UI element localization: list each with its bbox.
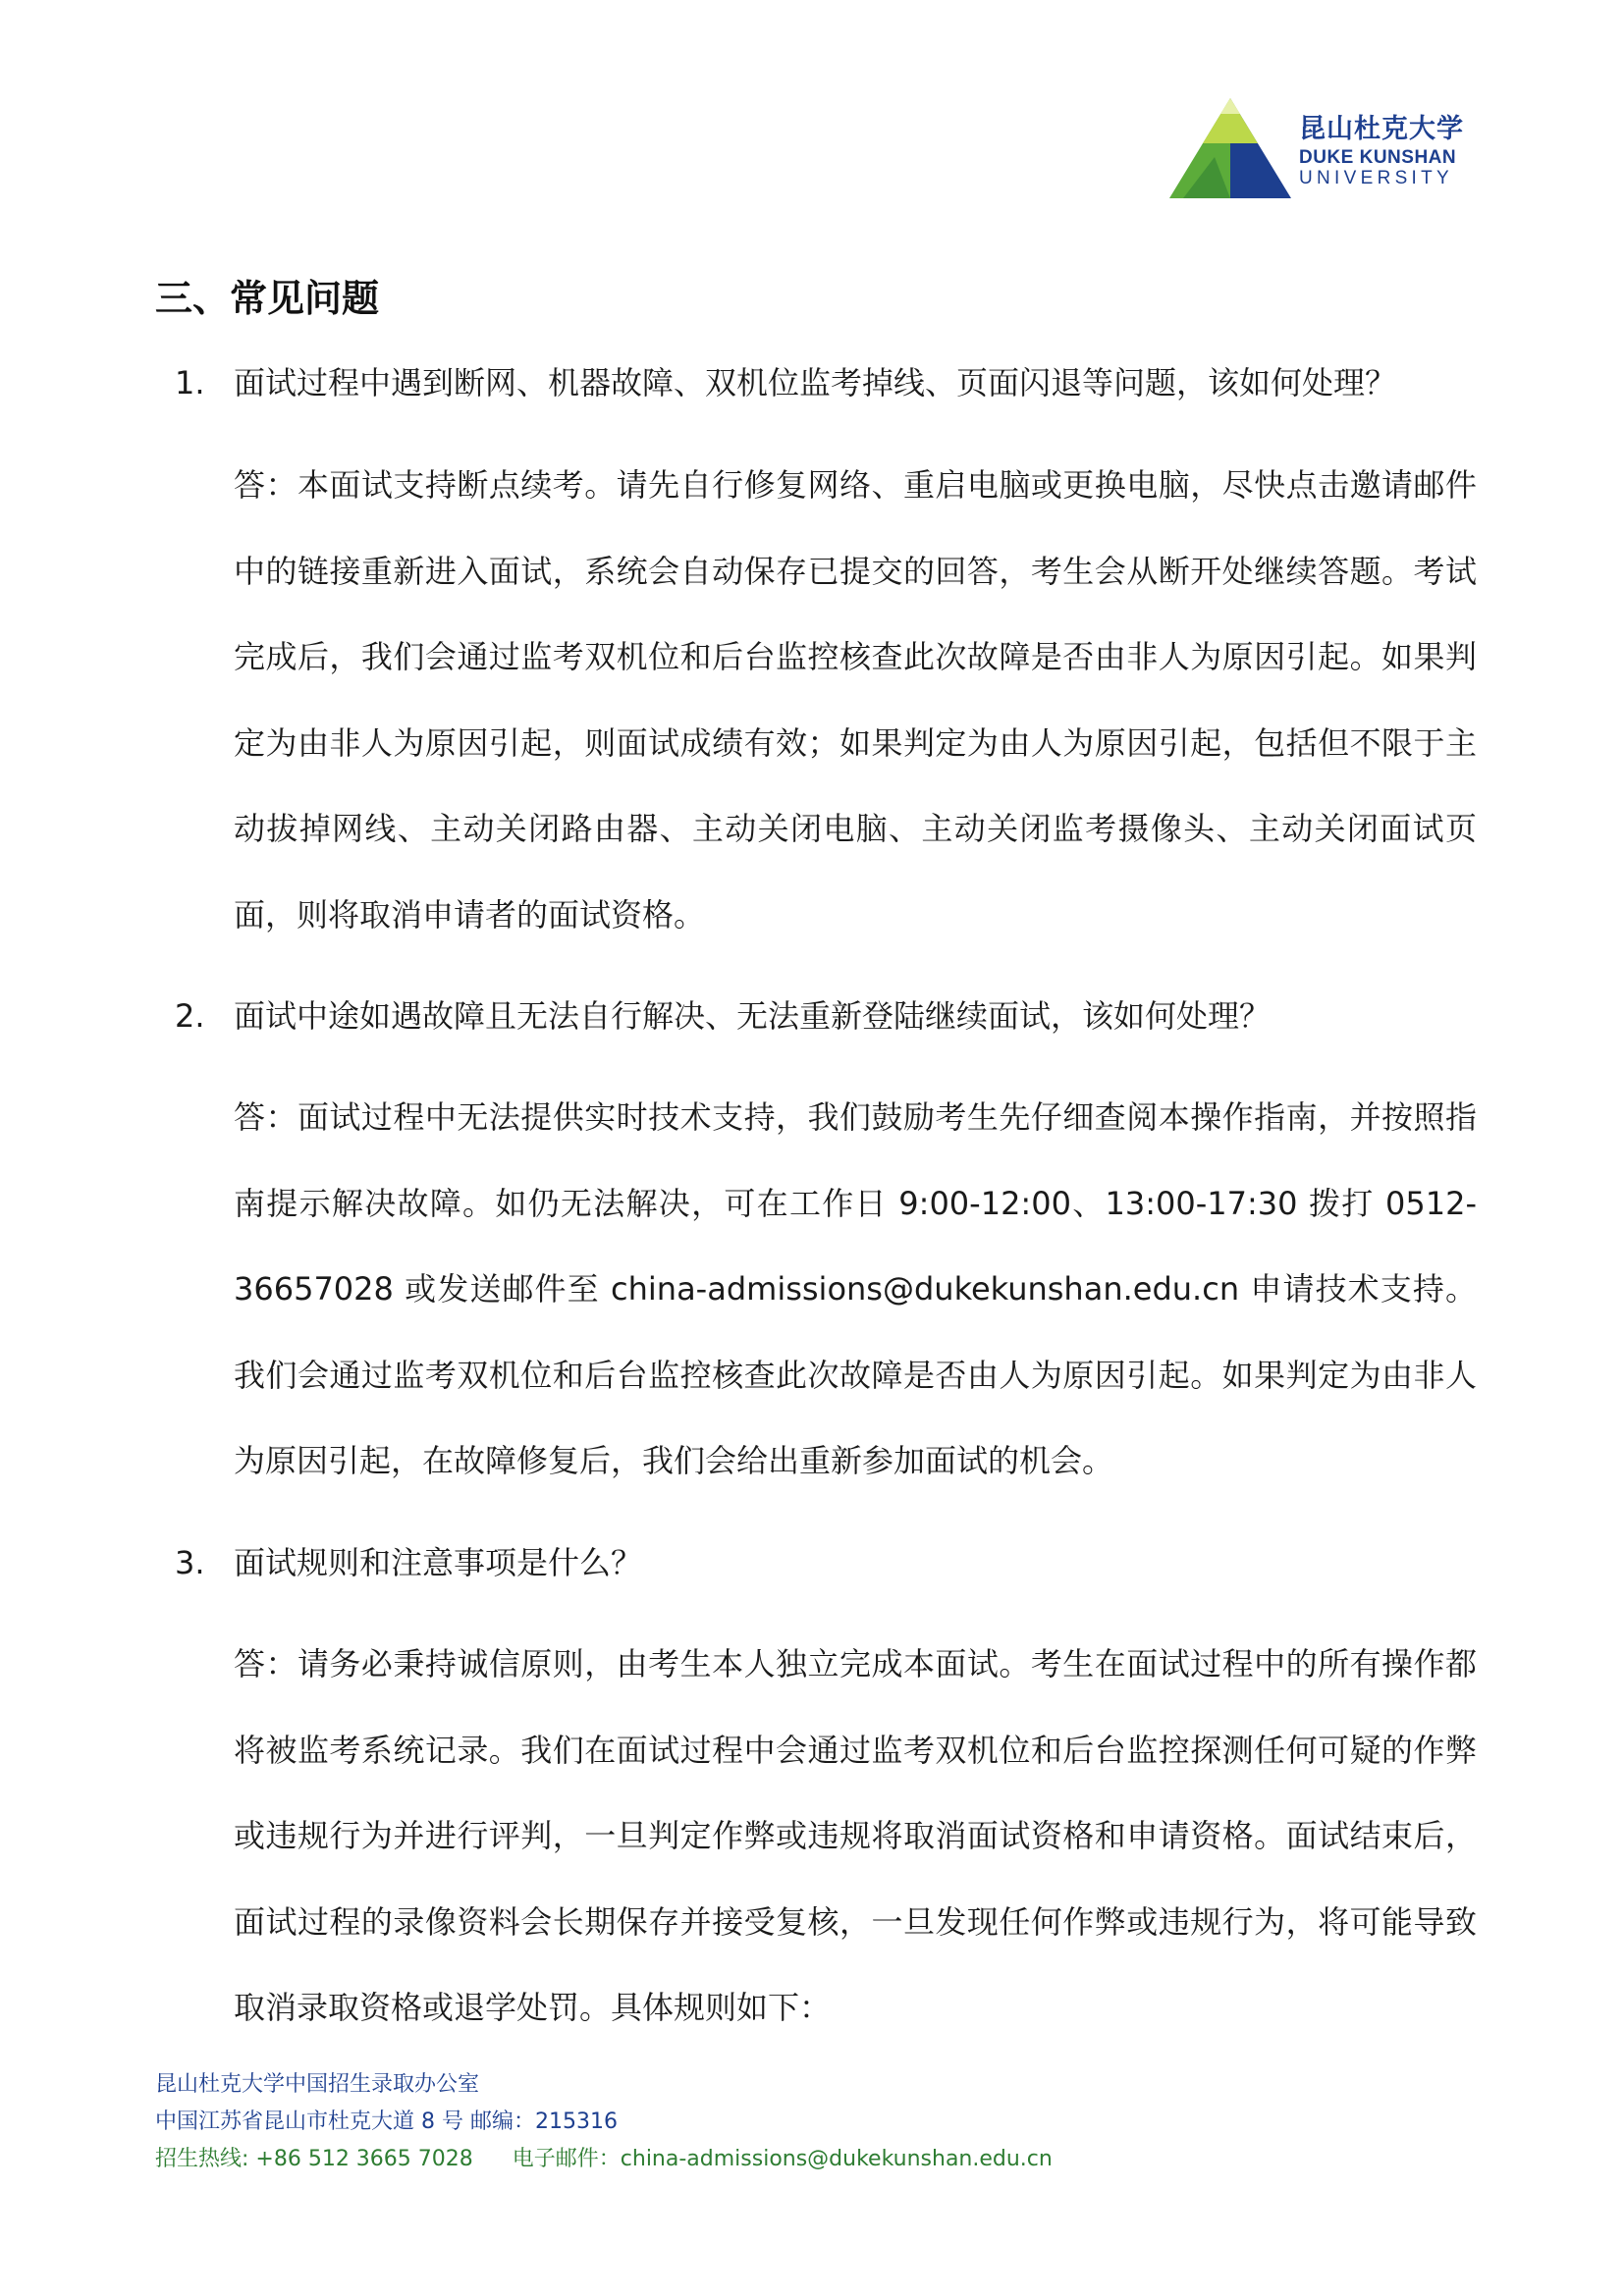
university-logo (1164, 96, 1488, 204)
faq-answer-1: 答：本面试支持断点续考。请先自行修复网络、重启电脑或更换电脑，尽快点击邀请邮件中的链接重新进入面试，系统会自动保存已提交的回答，考生会从断开处继续答题。考试完成后，我们会通过监考双机位和后台监控核查此次故障是否由非人为原因引起。如果判定为由非人为原因引起，则面试成绩有效；如果判定为由人为原因引起，包括但不限于主动拔掉网线、主动关闭路由器、主动关闭电脑、主动关闭监考摄像头、主动关闭面试页面，则将取消申请者的面试资格。 (234, 466, 1477, 934)
logo-chinese-name: 昆山杜克大学 (1299, 114, 1464, 144)
faq-question-1 (175, 353, 1396, 412)
page-footer (155, 2066, 1053, 2178)
logo-english-line-1: DUKE KUNSHAN (1299, 147, 1457, 168)
faq-number: 3. (175, 1544, 205, 1581)
section-title: 三、常见问题 (155, 277, 380, 320)
faq-answer-3: 答：请务必秉持诚信原则，由考生本人独立完成本面试。考生在面试过程中的所有操作都将被监考系统记录。我们在面试过程中会通过监考双机位和后台监控探测任何可疑的作弊或违规行为并进行评判，一旦判定作弊或违规将取消面试资格和申请资格。面试结束后，面试过程的录像资料会长期保存并接受复核，一旦发现任何作弊或违规行为，将可能导致取消录取资格或退学处罚。具体规则如下： (234, 1645, 1477, 2026)
faq-question-text: 面试中途如遇故障且无法自行解决、无法重新登陆继续面试，该如何处理？ (234, 997, 1272, 1035)
faq-question-text: 面试过程中遇到断网、机器故障、双机位监考掉线、页面闪退等问题，该如何处理？ (234, 364, 1397, 401)
footer-address: 中国江苏省昆山市杜克大道 8 号 邮编：215316 (155, 2109, 618, 2134)
faq-question-text: 面试规则和注意事项是什么？ (234, 1544, 643, 1581)
faq-number: 1. (175, 364, 205, 401)
footer-office: 昆山杜克大学中国招生录取办公室 (155, 2072, 480, 2097)
faq-question-2 (175, 987, 1271, 1045)
logo-english-line-2: UNIVERSITY (1299, 168, 1454, 188)
mountain-logo-icon (1164, 96, 1291, 204)
footer-contact (155, 2141, 1053, 2178)
faq-number: 2. (175, 997, 205, 1035)
faq-answer-2: 答：面试过程中无法提供实时技术支持，我们鼓励考生先仔细查阅本操作指南，并按照指南提示解决故障。如仍无法解决，可在工作日 9:00-12:00、13:00-17:30 拨打 0512-36657028 或发送邮件至 china-admissions@dukekunshan.edu.cn 申请技术支持。我们会通过监考双机位和后台监控核查此次故障是否由人为原因引起。如果判定为由非人为原因引起，在故障修复后，我们会给出重新参加面试的机会。 (234, 1098, 1477, 1479)
footer-hotline: 招生热线: +86 512 3665 7028 (155, 2147, 473, 2171)
faq-question-3 (175, 1533, 642, 1592)
logo-wordmark (1299, 116, 1464, 187)
footer-email[interactable]: 电子邮件：china-admissions@dukekunshan.edu.cn (512, 2147, 1053, 2171)
